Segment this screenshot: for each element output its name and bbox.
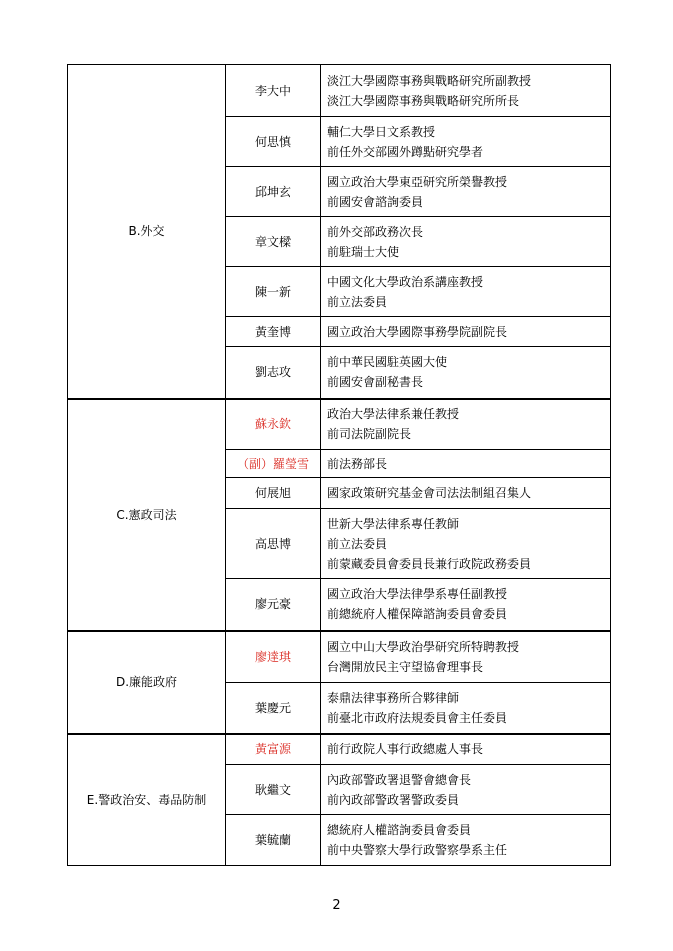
category-cell: D.廉能政府 bbox=[68, 631, 226, 734]
title-line: 前司法院副院長 bbox=[327, 427, 412, 442]
page-number: 2 bbox=[332, 898, 341, 913]
member-name: 黃富源 bbox=[226, 734, 321, 765]
member-name: 邱坤玄 bbox=[226, 167, 321, 217]
member-titles bbox=[321, 509, 611, 579]
member-titles bbox=[321, 683, 611, 734]
title-line: 政治大學法律系兼任教授 bbox=[327, 407, 460, 422]
title-line: 淡江大學國際事務與戰略研究所副教授 bbox=[327, 73, 532, 88]
member-name: 廖達琪 bbox=[226, 631, 321, 683]
member-titles bbox=[321, 450, 611, 478]
title-line: 中國文化大學政治系講座教授 bbox=[327, 274, 484, 289]
title-line: 前內政部警政署警政委員 bbox=[327, 792, 460, 807]
title-line: 國立政治大學東亞研究所榮譽教授 bbox=[327, 174, 508, 189]
member-name: 耿繼文 bbox=[226, 765, 321, 815]
title-line: 前立法委員 bbox=[327, 294, 388, 309]
title-line: 前中華民國駐英國大使 bbox=[327, 355, 448, 370]
member-table bbox=[67, 64, 611, 866]
member-titles bbox=[321, 267, 611, 317]
title-line: 國家政策研究基金會司法法制組召集人 bbox=[327, 486, 532, 500]
member-name: 黃奎博 bbox=[226, 317, 321, 347]
title-line: 台灣開放民主守望協會理事長 bbox=[327, 659, 484, 674]
title-line: 內政部警政署退警會總會長 bbox=[327, 772, 472, 787]
member-titles bbox=[321, 631, 611, 683]
title-line: 淡江大學國際事務與戰略研究所所長 bbox=[327, 93, 520, 108]
member-name: 陳一新 bbox=[226, 267, 321, 317]
title-line: 國立政治大學國際事務學院副院長 bbox=[327, 324, 508, 339]
member-titles bbox=[321, 65, 611, 117]
member-titles bbox=[321, 765, 611, 815]
member-name: 章文樑 bbox=[226, 217, 321, 267]
table-row bbox=[68, 399, 611, 450]
title-line: 前外交部政務次長 bbox=[327, 224, 424, 239]
title-line: 前行政院人事行政總處人事長 bbox=[327, 742, 484, 757]
member-name: 何思慎 bbox=[226, 117, 321, 167]
member-titles bbox=[321, 579, 611, 631]
title-line: 世新大學法律系專任教師 bbox=[327, 516, 460, 531]
title-line: 前法務部長 bbox=[327, 456, 388, 471]
title-line: 前駐瑞士大使 bbox=[327, 244, 400, 259]
member-titles bbox=[321, 399, 611, 450]
member-name: 蘇永欽 bbox=[226, 399, 321, 450]
member-name: 何展旭 bbox=[226, 478, 321, 509]
table-row bbox=[68, 734, 611, 765]
member-name: 廖元豪 bbox=[226, 579, 321, 631]
category-cell: E.警政治安、毒品防制 bbox=[68, 734, 226, 866]
member-titles bbox=[321, 815, 611, 866]
category-cell: B.外交 bbox=[68, 65, 226, 399]
member-name: 李大中 bbox=[226, 65, 321, 117]
member-titles bbox=[321, 117, 611, 167]
title-line: 國立政治大學法律學系專任副教授 bbox=[327, 587, 508, 602]
member-name: 高思博 bbox=[226, 509, 321, 579]
member-name: 葉毓蘭 bbox=[226, 815, 321, 866]
member-name: 劉志攻 bbox=[226, 347, 321, 399]
member-titles bbox=[321, 478, 611, 509]
title-line: 前立法委員 bbox=[327, 536, 388, 551]
title-line: 泰鼎法律事務所合夥律師 bbox=[327, 690, 460, 705]
title-line: 前國安會諮詢委員 bbox=[327, 194, 424, 209]
table-row bbox=[68, 65, 611, 117]
member-titles bbox=[321, 347, 611, 399]
title-line: 輔仁大學日文系教授 bbox=[327, 124, 436, 139]
table-row bbox=[68, 631, 611, 683]
category-cell: C.憲政司法 bbox=[68, 399, 226, 631]
title-line: 總統府人權諮詢委員會委員 bbox=[327, 823, 472, 837]
title-line: 前中央警察大學行政警察學系主任 bbox=[327, 843, 508, 857]
member-name: 葉慶元 bbox=[226, 683, 321, 734]
title-line: 前任外交部國外蹲點研究學者 bbox=[327, 144, 484, 159]
title-line: 前總統府人權保障諮詢委員會委員 bbox=[327, 607, 508, 622]
member-titles bbox=[321, 217, 611, 267]
title-line: 前國安會副秘書長 bbox=[327, 375, 424, 390]
title-line: 前蒙藏委員會委員長兼行政院政務委員 bbox=[327, 556, 532, 571]
member-titles bbox=[321, 317, 611, 347]
member-titles bbox=[321, 734, 611, 765]
member-name: （副）羅瑩雪 bbox=[226, 450, 321, 478]
title-line: 前臺北市政府法規委員會主任委員 bbox=[327, 710, 508, 725]
member-titles bbox=[321, 167, 611, 217]
title-line: 國立中山大學政治學研究所特聘教授 bbox=[327, 639, 520, 654]
